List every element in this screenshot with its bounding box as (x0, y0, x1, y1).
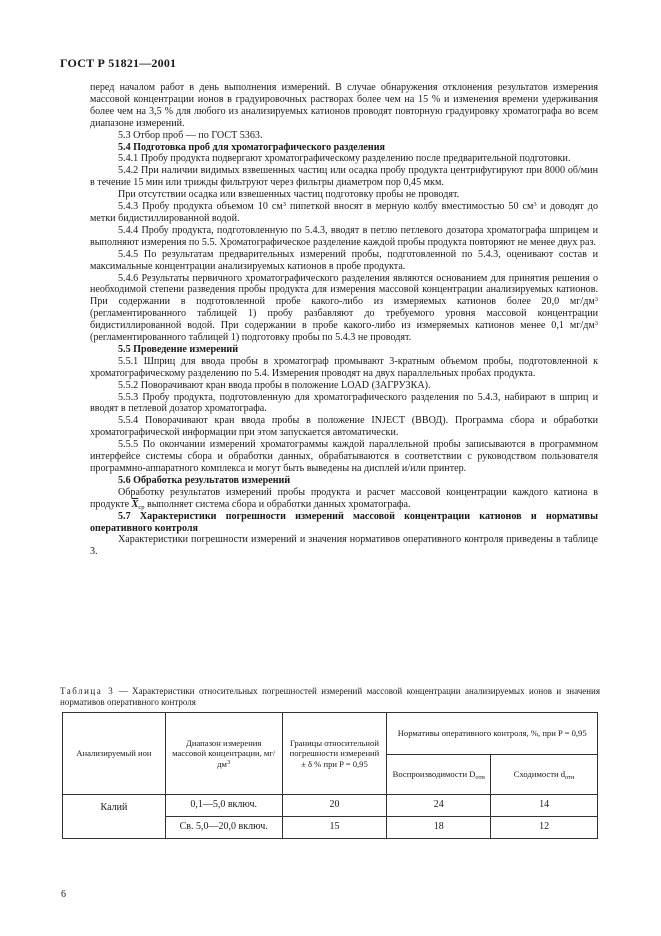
paragraph-5-5-3: 5.5.3 Пробу продукта, подготовленную для хроматографического разделения по 5.4.3, набирают в шприц и вводят в петлевой дозатор хроматографа. (90, 391, 598, 415)
cell-conv: 14 (491, 795, 598, 817)
paragraph-5-4-2: 5.4.2 При наличии видимых взвешенных частиц или осадка пробу продукта центрифугируют при 8000 об/мин в течение 15 мин или трижды фильтруют через фильтры диаметром пор 0,45 мкм. (90, 165, 598, 189)
table-label: Таблица 3 (60, 686, 115, 696)
paragraph-5-4-6 (90, 273, 598, 344)
heading-5-4: 5.4 Подготовка проб для хроматографического разделения (118, 141, 385, 153)
superscript: 3 (594, 320, 598, 328)
cell-range: 0,1—5,0 включ. (165, 795, 282, 817)
text-fragment: (регламентированного таблицей 1) подготовку пробы по 5.4.3 не проводят. (90, 332, 412, 344)
text-fragment: (регламентированного таблицей 1) пробу разбавляют до требуемого уровня массовой концентрации бидистиллированной водой. При содержании в пробе какого-либо из измеряемых катионов менее 0,1 мг/дм (90, 308, 598, 332)
cell-repro: 24 (387, 795, 491, 817)
page-number: 6 (61, 889, 66, 900)
heading-5-5: 5.5 Проведение измерений (118, 343, 239, 355)
paragraph-5-5-2: 5.5.2 Поворачивают кран ввода пробы в положение LOAD (ЗАГРУЗКА). (118, 379, 431, 391)
paragraph-5-5-1: 5.5.1 Шприц для ввода пробы в хроматограф промывают 3-кратным объемом пробы, подготовленной к хроматографическому разделению по 5.4. Измерения проводят на двух параллельных пробах продукта. (90, 355, 598, 379)
text-fragment: Обработку результатов измерений пробы продукта и расчет массовой концентрации каждого катиона в продукте (90, 486, 598, 510)
text-fragment: выполняет система сбора и обработки данных хроматографа. (144, 498, 411, 510)
table-3-caption (60, 686, 600, 708)
paragraph-5-3: 5.3 Отбор проб — по ГОСТ 5363. (118, 129, 263, 141)
table-caption-text: — Характеристики относительных погрешностей измерений массовой концентрации анализируемых ионов и значения нормативов оперативного контроля (60, 686, 600, 707)
header-repro-text: Воспроизводимости D (392, 769, 476, 780)
paragraph-5-7: Характеристики погрешности измерений и значения нормативов оперативного контроля приведены в таблице 3. (90, 534, 598, 558)
cell-bound: 20 (282, 795, 387, 817)
text-fragment: 5.4.6 Результаты первичного хроматографического разделения являются основанием для принятия решения о необходимой степени разведения пробы продукта для измерения массовой концентрации анализируемых катионов. При содержании в подготовленной пробе какого-либо из измеряемых катионов более 20,0 мг/дм (90, 272, 598, 308)
header-bounds: Границы относительной погрешности измерений ± δ % при P = 0,95 (282, 713, 387, 795)
paragraph-5-4-4: 5.4.4 Пробу продукта, подготовленную по 5.4.3, вводят в петлю петлевого дозатора хроматографа шприцем и выполняют измерения по 5.5. Хроматографическое разделение каждой пробы продукта повторяют не менее двух раз. (90, 224, 598, 248)
cell-conv: 12 (491, 817, 598, 839)
header-norms: Нормативы оперативного контроля, %, при P = 0,95 (387, 713, 598, 755)
cell-bound: 15 (282, 817, 387, 839)
header-range (165, 713, 282, 795)
superscript: 3 (594, 296, 598, 304)
paragraph-5-4-2-b: При отсутствии осадка или взвешенных частиц подготовку пробы не проводят. (118, 189, 460, 201)
superscript: 3 (533, 201, 537, 209)
superscript: 3 (226, 758, 231, 766)
cell-ion: Калий (63, 795, 166, 839)
table-row (63, 795, 598, 817)
x-mean-symbol: $\overline{X}$ (131, 498, 139, 510)
header-convergence (491, 755, 598, 795)
heading-5-6: 5.6 Обработка результатов измерений (118, 474, 291, 486)
paragraph-5-5-4: 5.5.4 Поворачивают кран ввода пробы в положение INJECT (ВВОД). Программа сбора и обработки хроматографической информации при этом запускается автоматически. (90, 415, 598, 439)
table-3 (62, 712, 598, 839)
header-range-text: Диапазон измерения массовой концентрации, мг/дм (172, 738, 276, 769)
cell-repro: 18 (387, 817, 491, 839)
text-fragment: 5.4.3 Пробу продукта объемом 10 см (118, 201, 283, 213)
main-text (90, 82, 598, 558)
subscript: ср (138, 503, 145, 511)
subscript: отн (475, 774, 485, 782)
text-fragment: пипеткой вносят в мерную колбу вместимостью 50 см (285, 201, 534, 213)
paragraph-5-4-1: 5.4.1 Пробу продукта подвергают хроматографическому разделению после предварительной подготовки. (118, 153, 571, 165)
paragraph-5-4-5: 5.4.5 По результатам предварительных измерений пробы, подготовленной по 5.4.3, оценивают состав и максимальные концентрации анализируемых катионов в пробе продукта. (90, 248, 598, 272)
paragraph-continuation: перед началом работ в день выполнения измерений. В случае обнаружения отклонения результатов измерения массовой концентрации ионов в градуировочных растворах более чем на 15 % и изменения времени удерживания более чем на 3,5 % для любого из анализируемых катионов проводят повторную градуировку хроматографа во всем диапазоне измерений. (90, 82, 598, 129)
text-fragment: и доводят до метки бидистиллированной водой. (90, 201, 598, 224)
cell-range: Св. 5,0—20,0 включ. (165, 817, 282, 839)
paragraph-5-4-3 (90, 201, 598, 225)
header-ion: Анализируемый ион (63, 713, 166, 795)
document-header: ГОСТ Р 51821—2001 (60, 56, 177, 70)
paragraph-5-6 (90, 487, 598, 511)
paragraph-5-5-5: 5.5.5 По окончании измерений хроматограммы каждой параллельной пробы записываются в программном интерфейсе системы сбора и обработки данных, обрабатываются в соответствии с руководством пользователя программно-аппаратного комплекса и могут быть выведены на дисплей и/или принтер. (90, 439, 598, 474)
header-conv-text: Сходимости d (513, 769, 566, 780)
superscript: 3 (282, 201, 286, 209)
subscript: отн (565, 774, 575, 782)
header-reproducibility (387, 755, 491, 795)
heading-5-7: 5.7 Характеристики погрешности измерений массовой концентрации катионов и нормативы оперативного контроля (90, 510, 598, 534)
